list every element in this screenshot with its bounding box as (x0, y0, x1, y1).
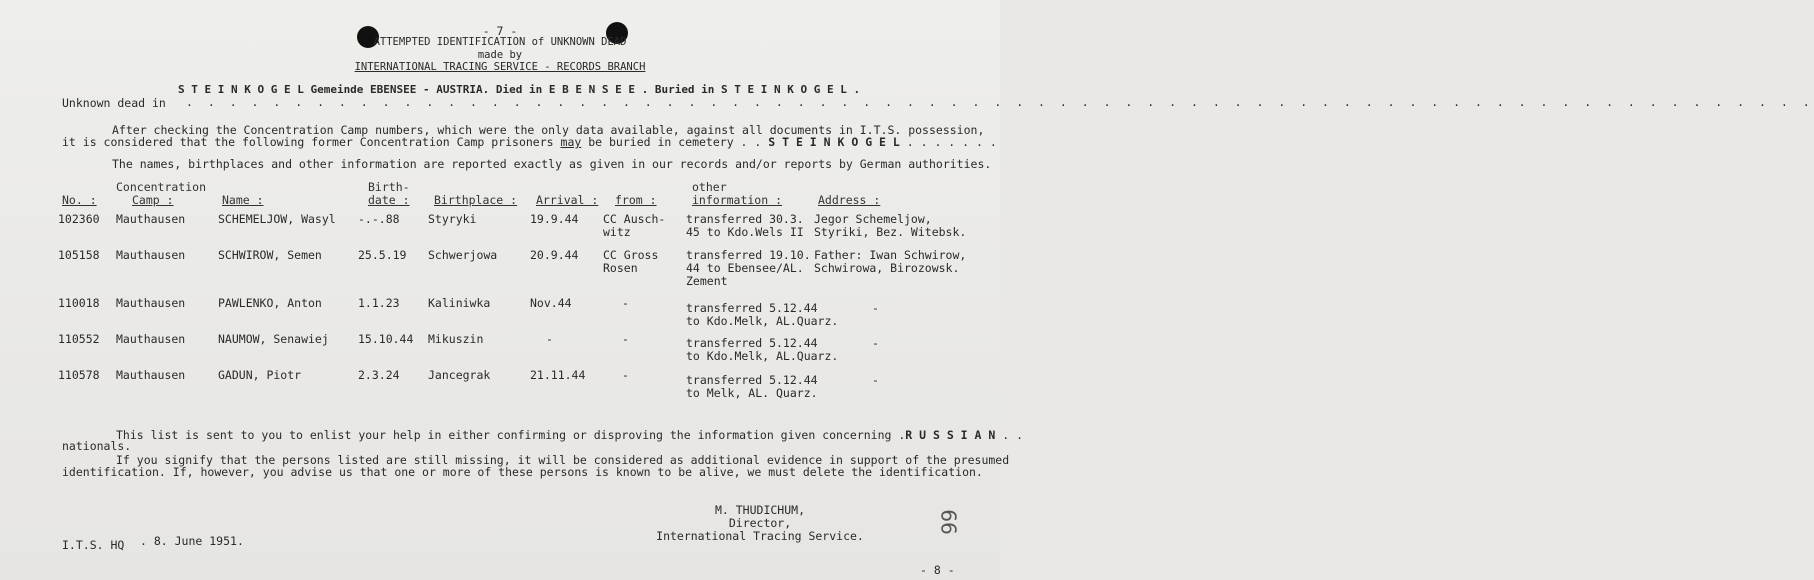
col-other-line1: other (692, 180, 727, 194)
row-name: GADUN, Piotr (218, 368, 302, 382)
bottom-page-number: - 8 - (920, 563, 955, 577)
row-camp: Mauthausen (116, 212, 186, 226)
handwritten-number: 66 (936, 509, 961, 535)
agency-name: INTERNATIONAL TRACING SERVICE - RECORDS BRANCH (354, 61, 646, 73)
row-no: 102360 (58, 212, 100, 226)
row-name: SCHEMELJOW, Wasyl (218, 212, 336, 226)
row-from-2: witz (603, 225, 631, 239)
intro-line-2: it is considered that the following former Concentration Camp prisoners may be buried in cemetery . . S T E I N K O G E L . . . . . . . (62, 135, 997, 149)
row-info-1: transferred 30.3. (686, 212, 804, 226)
col-address: Address : (818, 193, 881, 207)
row-name: PAWLENKO, Anton (218, 296, 322, 310)
col-no: No. : (62, 193, 97, 207)
footer-place: I.T.S. HQ (62, 538, 125, 552)
row-info-2: to Melk, AL. Quarz. (686, 386, 818, 400)
row-arrival: 20.9.44 (530, 248, 579, 262)
row-camp: Mauthausen (116, 332, 186, 346)
row-info-1: transferred 5.12.44 (686, 336, 818, 350)
row-info-2: to Kdo.Melk, AL.Quarz. (686, 349, 839, 363)
col-birthplace: Birthplace : (434, 193, 518, 207)
row-birthplace: Jancegrak (428, 368, 491, 382)
unknown-dead-label: Unknown dead in (62, 96, 166, 110)
row-arrival: - (546, 332, 553, 346)
col-birth-line1: Birth- (368, 180, 410, 194)
col-name: Name : (222, 193, 264, 207)
cemetery-name: S T E I N K O G E L (768, 135, 900, 149)
row-info-3: Zement (686, 274, 728, 288)
footer-date: . 8. June 1951. (140, 534, 244, 548)
row-info-1: transferred 19.10. (686, 248, 811, 262)
col-camp: Camp : (132, 193, 174, 207)
document-title: ATTEMPTED IDENTIFICATION of UNKNOWN DEAD (373, 36, 627, 48)
row-camp: Mauthausen (116, 368, 186, 382)
signer-title: Director, (728, 516, 792, 530)
row-address-1: - (872, 373, 879, 387)
row-no: 110018 (58, 296, 100, 310)
row-address-2: Styriki, Bez. Witebsk. (814, 225, 967, 239)
signer-org: International Tracing Service. (656, 529, 864, 543)
intro-line-1: After checking the Concentration Camp numbers, which were the only data available, against all documents in I.T.S. possession, (112, 123, 985, 137)
row-birthplace: Kaliniwka (428, 296, 491, 310)
location-line: S T E I N K O G E L Gemeinde EBENSEE - AUSTRIA. Died in E B E N S E E . Buried in S T E I N K O G E L . (178, 83, 861, 96)
row-birthplace: Styryki (428, 212, 477, 226)
row-info-1: transferred 5.12.44 (686, 373, 818, 387)
made-by: made by (477, 49, 523, 61)
row-birthdate: 2.3.24 (358, 368, 400, 382)
row-no: 110552 (58, 332, 100, 346)
row-address-1: Father: Iwan Schwirow, (814, 248, 967, 262)
row-from-1: - (622, 296, 629, 310)
intro-line-3: The names, birthplaces and other information are reported exactly as given in our records and/or reports by German authorities. (112, 157, 992, 171)
row-arrival: Nov.44 (530, 296, 572, 310)
row-info-2: to Kdo.Melk, AL.Quarz. (686, 314, 839, 328)
col-arrival: Arrival : (536, 193, 599, 207)
row-birthplace: Schwerjowa (428, 248, 498, 262)
row-from-1: - (622, 368, 629, 382)
closing-para-1: This list is sent to you to enlist your help in either confirming or disproving the information given concerning .R U S S I A N . . (116, 428, 1024, 442)
row-from-2: Rosen (603, 261, 638, 275)
row-address-1: - (872, 336, 879, 350)
dotted-leader: . . . . . . . . . . . . . . . . . . . . . . . . . . . . . . . . . . . . . . . . . . . . . . . . . . . . . . . . . . . . . . . . . . . . . . . . . . . (186, 95, 1814, 109)
row-info-1: transferred 5.12.44 (686, 301, 818, 315)
row-no: 105158 (58, 248, 100, 262)
closing-para-2-line2: identification. If, however, you advise us that one or more of these persons is known to be alive, we must delete the identification. (62, 465, 983, 479)
row-no: 110578 (58, 368, 100, 382)
row-from-1: - (622, 332, 629, 346)
signer-name: M. THUDICHUM, (714, 503, 805, 517)
col-information: information : (692, 193, 783, 207)
row-arrival: 21.11.44 (530, 368, 586, 382)
row-address-2: Schwirowa, Birozowsk. (814, 261, 960, 275)
row-camp: Mauthausen (116, 248, 186, 262)
row-birthdate: 25.5.19 (358, 248, 407, 262)
row-info-2: 45 to Kdo.Wels II (686, 225, 804, 239)
row-info-2: 44 to Ebensee/AL. (686, 261, 804, 275)
row-arrival: 19.9.44 (530, 212, 579, 226)
row-birthdate: 1.1.23 (358, 296, 400, 310)
row-birthdate: -.-.88 (358, 212, 400, 226)
col-camp-line1: Concentration (116, 180, 207, 194)
page-number: - 7 - (482, 24, 518, 38)
row-from-1: CC Ausch- (603, 212, 666, 226)
nationality: R U S S I A N (905, 428, 996, 442)
row-birthdate: 15.10.44 (358, 332, 414, 346)
row-address-1: Jegor Schemeljow, (814, 212, 932, 226)
col-from: from : (615, 193, 657, 207)
closing-para-1-end: nationals. (62, 439, 132, 453)
row-birthplace: Mikuszin (428, 332, 484, 346)
row-camp: Mauthausen (116, 296, 186, 310)
row-from-1: CC Gross (603, 248, 659, 262)
closing-para-2-line1: If you signify that the persons listed are still missing, it will be considered as additional evidence in support of the presumed (116, 453, 1010, 467)
row-name: SCHWIROW, Semen (218, 248, 322, 262)
row-address-1: - (872, 301, 879, 315)
row-name: NAUMOW, Senawiej (218, 332, 329, 346)
col-birthdate: date : (368, 193, 410, 207)
